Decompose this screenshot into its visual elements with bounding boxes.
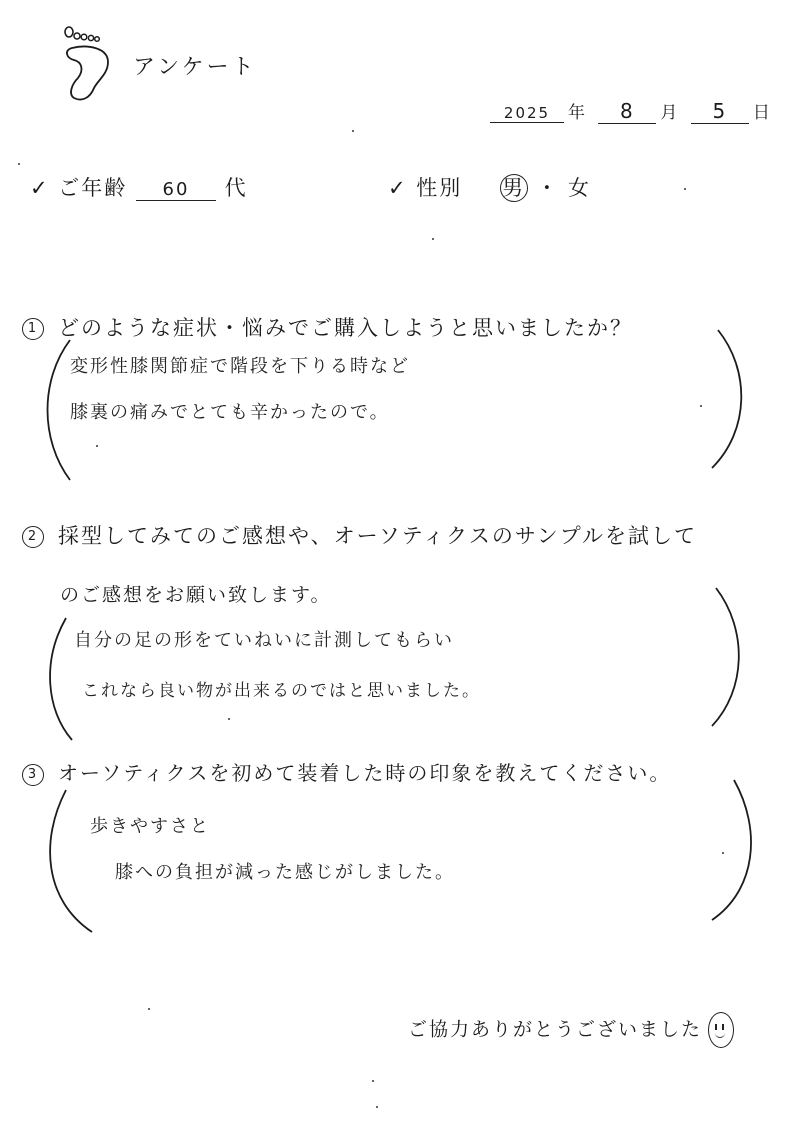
speck: [228, 718, 230, 720]
smiley-face-icon: [708, 1012, 734, 1048]
thanks-message: [408, 1012, 734, 1048]
speck: [96, 445, 98, 447]
bracket-2-left: [50, 618, 72, 740]
bracket-1-left: [48, 340, 71, 480]
date-month-unit: 月: [660, 103, 680, 123]
speck: [684, 188, 686, 190]
bracket-2-right: [712, 588, 739, 726]
bracket-1-right: [712, 330, 741, 468]
answer-2-line-2: これなら良い物が出来るのではと思いました。: [82, 681, 481, 701]
age-unit: 代: [224, 176, 248, 200]
sex-female: 女: [568, 176, 592, 200]
question-3-text: オーソティクスを初めて装着した時の印象を教えてください。: [58, 761, 672, 785]
sex-male-selected: 男: [500, 174, 528, 202]
speck: [352, 130, 354, 132]
bracket-3-right: [712, 780, 751, 920]
speck: [18, 163, 20, 165]
answer-3-line-1: 歩きやすさと: [90, 816, 210, 837]
date-month: 8: [598, 99, 656, 124]
question-2-number: 2: [22, 526, 44, 548]
date-day-unit: 日: [752, 103, 772, 123]
date-year: 2025: [490, 104, 564, 123]
speck: [432, 238, 434, 240]
question-3-number: 3: [22, 764, 44, 786]
sex-label: ✓ 性別: [388, 176, 463, 200]
age-label: ✓ ご年齢: [30, 176, 128, 200]
speck: [700, 405, 702, 407]
speck: [372, 1080, 374, 1082]
answer-1-line-2: 膝裏の痛みでとても辛かったので。: [70, 402, 390, 423]
question-2-text: 採型してみてのご感想や、オーソティクスのサンプルを試して: [58, 524, 697, 548]
thanks-text: ご協力ありがとうございました: [408, 1018, 703, 1041]
answer-3-line-2: 膝への負担が減った感じがしました。: [115, 862, 455, 883]
answer-1-line-1: 変形性膝関節症で階段を下りる時など: [70, 356, 410, 377]
age-value: 60: [136, 179, 216, 201]
survey-title: アンケート: [133, 55, 257, 80]
date-day: 5: [691, 99, 749, 124]
bracket-3-left: [50, 790, 92, 932]
question-2-text-line-2: のご感想をお願い致します。: [60, 584, 332, 606]
speck: [376, 1106, 378, 1108]
question-1-text: どのような症状・悩みでご購入しようと思いましたか？: [58, 316, 633, 340]
speck: [722, 852, 724, 854]
date-year-unit: 年: [568, 103, 587, 123]
speck: [148, 1008, 150, 1010]
answer-2-line-1: 自分の足の形をていねいに計測してもらい: [74, 630, 454, 651]
question-1-number: 1: [22, 318, 44, 340]
sex-separator: ・: [536, 176, 560, 200]
